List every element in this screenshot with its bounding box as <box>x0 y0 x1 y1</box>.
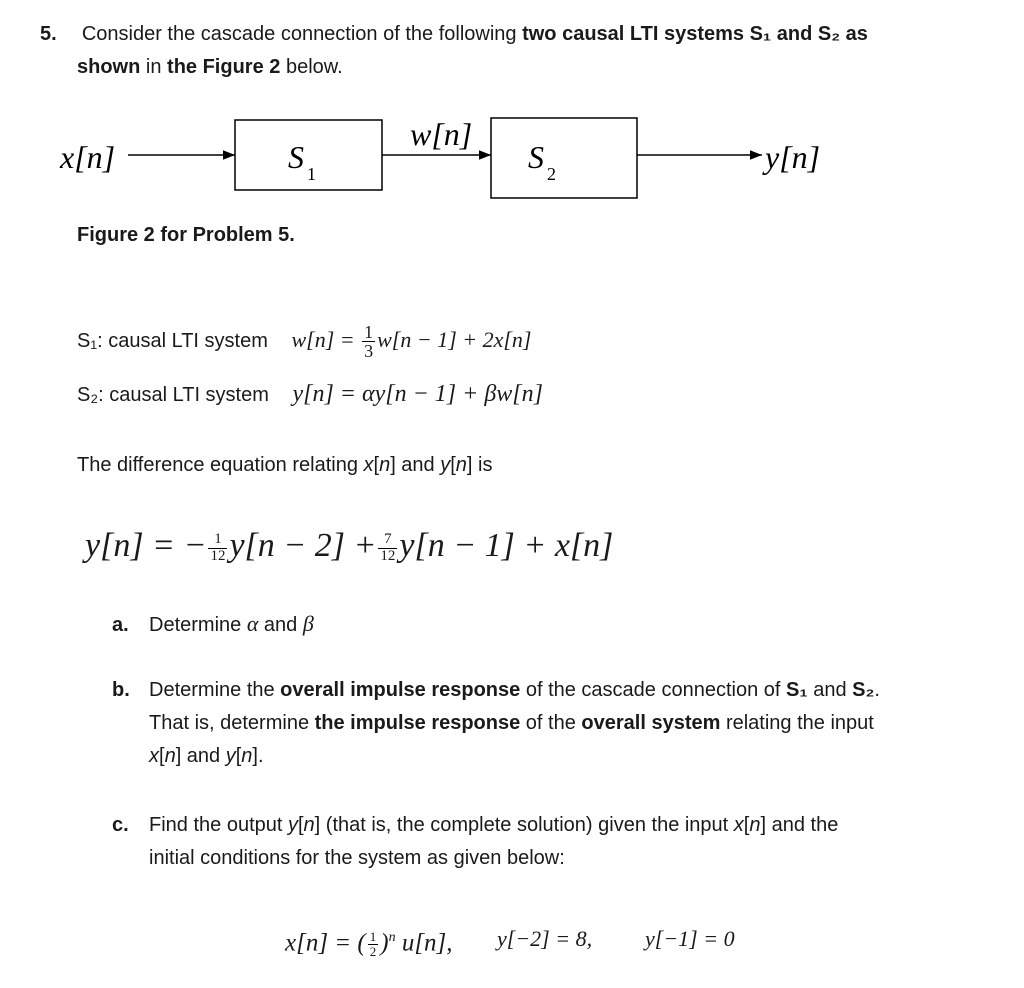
s2-block <box>491 118 637 198</box>
s1-equation: w[n] = $\frac{1}{3}$ w[n − 1] + 2x[n] <box>291 321 532 362</box>
s2-equation: y[n] = αy[n − 1] + βw[n] <box>292 381 543 407</box>
initial-condition-1: y[−2] = 8, <box>497 926 593 951</box>
mid-label: w[n] <box>410 116 473 152</box>
part-b-label: b. <box>112 679 130 701</box>
s2-block-subscript: 2 <box>547 164 556 184</box>
initial-condition-2: y[−1] = 0 <box>645 926 735 951</box>
difference-intro: The difference equation relating x[n] and y[n] is <box>77 454 493 476</box>
fraction-1-12: $\frac{1}{12}$ <box>210 530 226 564</box>
part-b-line2: That is, determine the impulse response of the overall system relating the input <box>149 712 874 734</box>
part-c-line1: c. Find the output y[n] (that is, the complete solution) given the input x[n] and the <box>112 809 838 842</box>
s2-block-label: S <box>528 139 544 175</box>
fraction-7-12: $\frac{7}{12}$ <box>380 530 396 564</box>
s1-definition <box>77 312 532 368</box>
input-label: x[n] <box>60 139 116 175</box>
s1-block-subscript: 1 <box>307 164 316 184</box>
part-c-line2: initial conditions for the system as given below: <box>149 847 565 869</box>
s1-label: S₁: causal LTI system <box>77 330 268 352</box>
s1-block-label: S <box>288 139 304 175</box>
problem-intro-line2: shown in the Figure 2 below. <box>77 56 343 78</box>
s1-fraction: $\frac{1}{3}$ <box>364 321 374 362</box>
input-definition: x[n] = ( $\frac{1}{2}$ )$^n$ u[n], <box>285 929 453 960</box>
fraction-one-half: $\frac{1}{2}$ <box>369 929 377 960</box>
part-b-line3: x[n] and y[n]. <box>149 745 264 767</box>
problem-intro-line1: 5. Consider the cascade connection of the following two causal LTI systems S₁ and S₂ as <box>40 23 868 45</box>
figure-caption: Figure 2 for Problem 5. <box>77 224 295 246</box>
difference-equation: y[n] = − $\frac{1}{12}$ y[n − 2] + $\frac{7}{12}$ y[n − 1] + x[n] <box>85 527 614 564</box>
s2-definition <box>77 378 543 412</box>
part-a: a. Determine α and β <box>112 607 314 642</box>
problem-number: 5. <box>40 23 57 45</box>
part-a-label: a. <box>112 614 129 636</box>
output-label: y[n] <box>765 139 821 175</box>
s2-label: S₂: causal LTI system <box>77 384 269 406</box>
part-c-label: c. <box>112 814 129 836</box>
part-b-line1: b. Determine the overall impulse response of the cascade connection of S₁ and S₂. <box>112 674 880 707</box>
block-diagram <box>0 100 1024 210</box>
